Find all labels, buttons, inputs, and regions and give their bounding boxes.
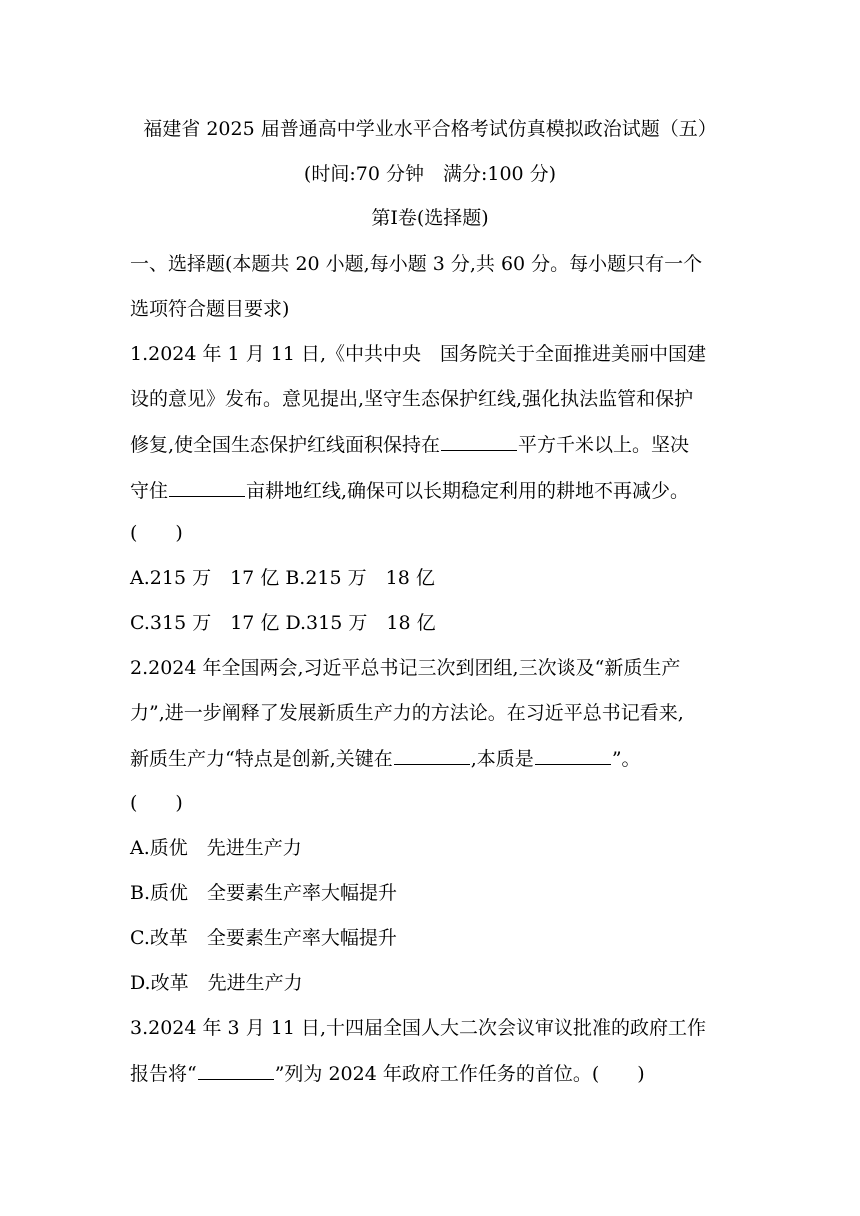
q1-line-3-text-a: 修复,使全国生态保护红线面积保持在 <box>130 434 441 456</box>
q2-option-d: D.改革 先进生产力 <box>130 972 303 994</box>
q2-line-1: 2.2024 年全国两会,习近平总书记三次到团组,三次谈及“新质生产 <box>130 657 681 679</box>
answer-blank <box>535 746 611 765</box>
q1-options-row-1: A.215 万 17 亿 B.215 万 18 亿 <box>130 567 435 589</box>
q3-line-1: 3.2024 年 3 月 11 日,十四届全国人大二次会议审议批准的政府工作 <box>130 1017 706 1039</box>
q1-options-row-2: C.315 万 17 亿 D.315 万 18 亿 <box>130 612 436 634</box>
q1-line-3-text-b: 平方千米以上。坚决 <box>518 434 690 456</box>
q2-answer-parens: ( ) <box>130 792 183 814</box>
answer-blank <box>441 432 517 451</box>
q1-line-1: 1.2024 年 1 月 11 日,《中共中央 国务院关于全面推进美丽中国建 <box>130 343 706 365</box>
instructions-line-1: 一、选择题(本题共 20 小题,每小题 3 分,共 60 分。每小题只有一个 <box>130 253 703 275</box>
q3-line-2-text-a: 报告将“ <box>130 1063 197 1085</box>
answer-blank <box>169 478 245 497</box>
q2-line-2: 力”,进一步阐释了发展新质生产力的方法论。在习近平总书记看来, <box>130 702 684 724</box>
q2-line-3-text-a: 新质生产力“特点是创新,关键在 <box>130 748 393 770</box>
q3-line-2-text-b: ”列为 2024 年政府工作任务的首位。( ) <box>274 1063 645 1085</box>
q2-option-c: C.改革 全要素生产率大幅提升 <box>130 927 397 949</box>
q2-line-3 <box>130 746 641 771</box>
q1-line-4-text-a: 守住 <box>130 480 169 502</box>
q3-line-2 <box>130 1061 645 1086</box>
q2-line-3-text-c: ”。 <box>611 748 641 770</box>
document-title: 福建省 2025 届普通高中学业水平合格考试仿真模拟政治试题（五） <box>143 118 717 140</box>
answer-blank <box>394 746 470 765</box>
q2-option-b: B.质优 全要素生产率大幅提升 <box>130 882 398 904</box>
answer-blank <box>198 1061 274 1080</box>
q1-line-2: 设的意见》发布。意见提出,坚守生态保护红线,强化执法监管和保护 <box>130 388 694 410</box>
instructions-line-2: 选项符合题目要求) <box>130 298 290 320</box>
q2-line-3-text-b: ,本质是 <box>470 748 534 770</box>
q1-line-3 <box>130 432 689 457</box>
exam-time-info: (时间:70 分钟 满分:100 分) <box>303 163 557 185</box>
q2-option-a: A.质优 先进生产力 <box>130 837 302 859</box>
q1-line-4-text-b: 亩耕地红线,确保可以长期稳定利用的耕地不再减少。 <box>246 480 690 502</box>
q1-line-4 <box>130 478 689 503</box>
section-heading: 第Ⅰ卷(选择题) <box>371 207 489 229</box>
q1-answer-parens: ( ) <box>130 522 183 544</box>
